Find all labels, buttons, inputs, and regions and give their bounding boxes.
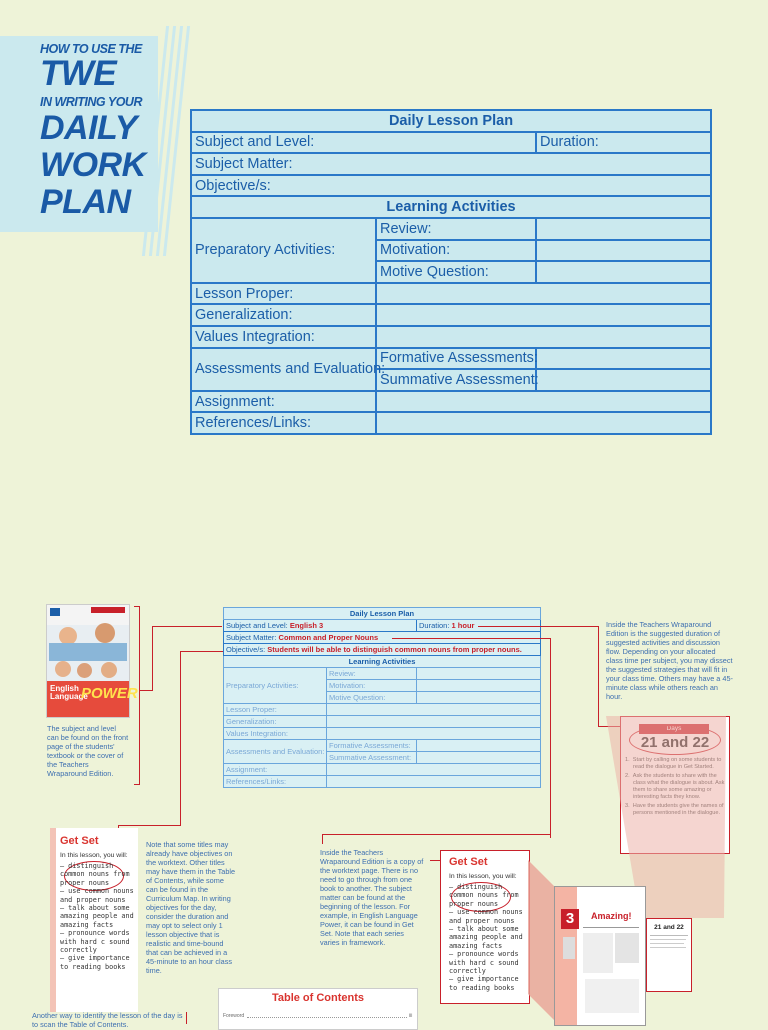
- ex-preparatory: Preparatory Activities:: [224, 668, 327, 704]
- example-lesson-plan-table: [223, 607, 541, 788]
- ex-values: Values Integration:: [224, 728, 327, 740]
- get-set-item-left-5: – give importance to reading books: [60, 954, 130, 971]
- ex-references-cell: [327, 776, 541, 788]
- title-line-6: PLAN: [40, 183, 131, 221]
- ex-formative-cell: [417, 740, 541, 752]
- plan-motivation: Motivation:: [376, 240, 536, 262]
- plan-generalization-cell: [376, 304, 711, 326]
- title-line-1: HOW TO USE THE: [40, 42, 142, 56]
- objective-note: Note that some titles may already have objectives on the worktext. Other titles may have them in the Table of Contents, while some can be found in the Curriculum Map. In writing objectives for the day, consider the duration and may opt to select only 1 lesson objective that is realistic and time-bound that can be achieved in a 45-minute to an hour class time.: [146, 840, 236, 975]
- plan-assignment: Assignment:: [191, 391, 376, 413]
- plan-objectives: Objective/s:: [191, 175, 711, 197]
- plan-subject-matter: Subject Matter:: [191, 153, 711, 175]
- title-line-3: IN WRITING YOUR: [40, 95, 142, 109]
- plan-lesson-proper-cell: [376, 283, 711, 305]
- daily-lesson-plan-table: [190, 109, 712, 435]
- plan-lesson-proper: Lesson Proper:: [191, 283, 376, 305]
- get-set-title-left: Get Set: [60, 835, 99, 847]
- book-spread-page: [554, 886, 646, 1026]
- plan-summative-cell: [536, 369, 711, 391]
- ex-generalization-cell: [327, 716, 541, 728]
- plan-review: Review:: [376, 218, 536, 240]
- plan-learning-activities: Learning Activities: [191, 196, 711, 218]
- title-line-2: TWE: [40, 54, 117, 93]
- get-set-item-mid-3: – talk about some amazing people and amazing facts: [449, 925, 523, 950]
- get-set-card-left: [50, 828, 138, 1012]
- spread-title: Amazing!: [591, 911, 632, 921]
- ex-motivation-cell: [417, 680, 541, 692]
- toc-thumbnail: [218, 988, 418, 1030]
- ex-review-cell: [417, 668, 541, 680]
- get-set-item-mid-5: – give importance to reading books: [449, 975, 519, 992]
- subject-matter-note: Inside the Teachers Wraparound Edition is a copy of the worktext page. There is no need to go through from one book to another. The subject matter can be found at the beginning of the lesson. For example, in English Language Power, it can be found in Get Set. Note that each series varies in framework.: [320, 848, 424, 947]
- plan-references: References/Links:: [191, 412, 376, 434]
- ex-motive-question: Motive Question:: [327, 692, 417, 704]
- ex-motivation: Motivation:: [327, 680, 417, 692]
- ex-lesson-proper: Lesson Proper:: [224, 704, 327, 716]
- cover-title-1: English: [50, 684, 79, 693]
- ex-review: Review:: [327, 668, 417, 680]
- get-set-item-left-3: – talk about some amazing people and amazing facts: [60, 904, 134, 929]
- spread-number: 3: [561, 909, 579, 929]
- plan-generalization: Generalization:: [191, 304, 376, 326]
- book-cover-image: [46, 604, 138, 718]
- get-set-intro-left: In this lesson, you will:: [60, 852, 128, 859]
- ex-learning-activities: Learning Activities: [224, 656, 541, 668]
- plan-values-cell: [376, 326, 711, 348]
- ex-values-cell: [327, 728, 541, 740]
- get-set-item-mid-4: – pronounce words with hard c sound correctly: [449, 950, 519, 976]
- ex-generalization: Generalization:: [224, 716, 327, 728]
- ex-assignment: Assignment:: [224, 764, 327, 776]
- ex-subject-matter: Subject Matter: Common and Proper Nouns: [224, 632, 541, 644]
- plan-assignment-cell: [376, 391, 711, 413]
- ex-lesson-proper-cell: [327, 704, 541, 716]
- ex-heading: Daily Lesson Plan: [224, 608, 541, 620]
- plan-preparatory: Preparatory Activities:: [191, 218, 376, 283]
- ex-summative-cell: [417, 752, 541, 764]
- ex-duration: Duration: 1 hour: [417, 620, 541, 632]
- plan-motivation-cell: [536, 240, 711, 262]
- title-line-4: DAILY: [40, 109, 137, 147]
- plan-subject-level: Subject and Level:: [191, 132, 536, 154]
- ex-assessments: Assessments and Evaluation:: [224, 740, 327, 764]
- ex-objectives: Objective/s: Students will be able to distinguish common nouns from proper nouns.: [224, 644, 541, 656]
- get-set-item-left-1: – distinguish common nouns from proper nouns: [60, 862, 130, 887]
- ex-summative: Summative Assessment:: [327, 752, 417, 764]
- toc-first-page: iii: [409, 1013, 413, 1019]
- cover-title-3: POWER: [81, 685, 138, 702]
- plan-references-cell: [376, 412, 711, 434]
- ex-references: References/Links:: [224, 776, 327, 788]
- get-set-item-mid-1: – distinguish common nouns from proper nouns: [449, 883, 519, 908]
- toc-first-entry: Foreword: [223, 1013, 245, 1019]
- spread-days-thumb: [646, 918, 692, 992]
- title-line-5: WORK: [40, 146, 146, 184]
- plan-formative-cell: [536, 348, 711, 370]
- ex-assignment-cell: [327, 764, 541, 776]
- duration-note: Inside the Teachers Wraparound Edition is the suggested duration of suggested activities and discussion flow. Depending on your allocated class time per subject, you may dissect the suggested strategies that will fit in your class time. Others may have a 45-minute class while others reach an hour.: [606, 620, 733, 701]
- toc-title: Table of Contents: [271, 992, 365, 1004]
- plan-motive-question: Motive Question:: [376, 261, 536, 283]
- get-set-card-middle: [440, 850, 530, 1004]
- plan-formative: Formative Assessments:: [376, 348, 536, 370]
- cover-title-2: Language: [50, 692, 88, 701]
- spread-days: 21 and 22: [654, 924, 684, 931]
- plan-heading: Daily Lesson Plan: [191, 110, 711, 132]
- plan-values: Values Integration:: [191, 326, 376, 348]
- plan-assessments: Assessments and Evaluation:: [191, 348, 376, 391]
- subject-note: The subject and level can be found on the front page of the students' textbook or the cover of the Teachers Wraparound Edition.: [47, 724, 129, 778]
- plan-motive-question-cell: [536, 261, 711, 283]
- get-set-intro-middle: In this lesson, you will:: [449, 873, 517, 880]
- get-set-title-middle: Get Set: [449, 856, 488, 868]
- ex-subject-level: Subject and Level: English 3: [224, 620, 417, 632]
- banner-stripes: [150, 36, 184, 232]
- plan-duration: Duration:: [536, 132, 711, 154]
- get-set-item-mid-2: – use common nouns and proper nouns: [449, 908, 523, 925]
- get-set-item-left-2: – use common nouns and proper nouns: [60, 887, 134, 904]
- get-set-item-left-4: – pronounce words with hard c sound correctly: [60, 929, 130, 955]
- plan-summative: Summative Assessment:: [376, 369, 536, 391]
- plan-review-cell: [536, 218, 711, 240]
- ex-motive-question-cell: [417, 692, 541, 704]
- toc-note: Another way to identify the lesson of the day is to scan the Table of Contents.: [32, 1011, 183, 1029]
- ex-formative: Formative Assessments:: [327, 740, 417, 752]
